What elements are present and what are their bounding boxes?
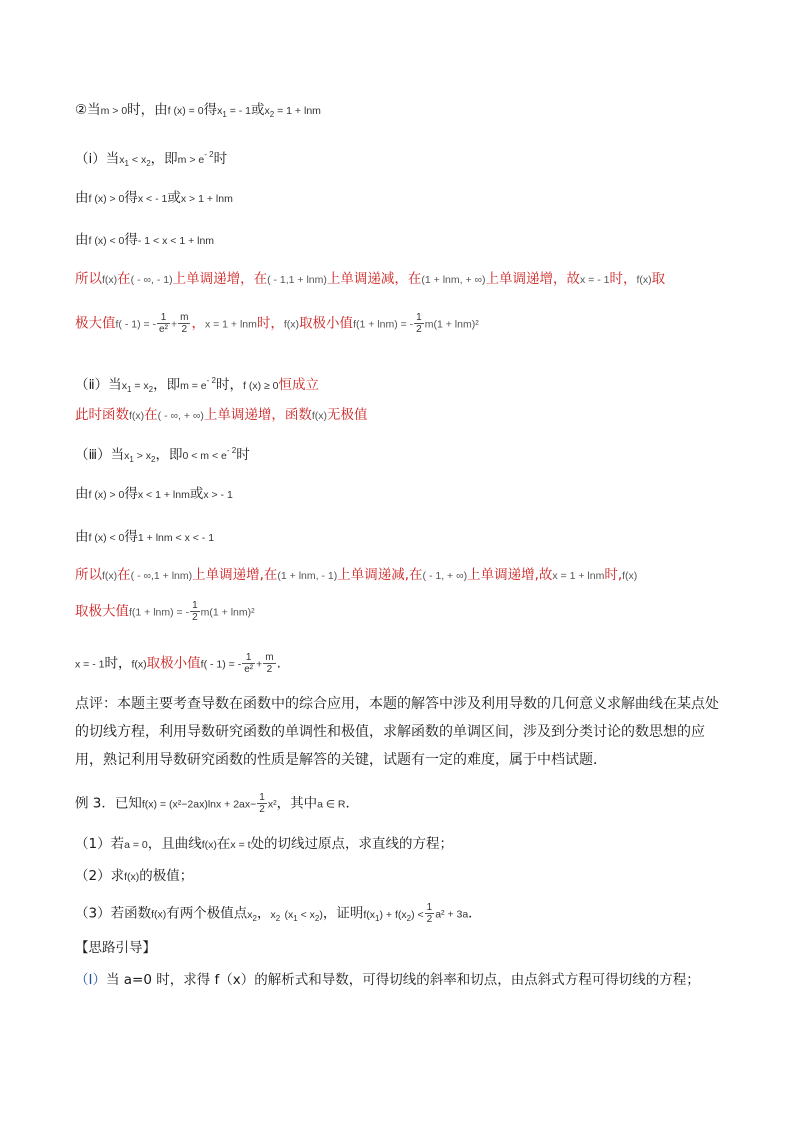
question-2: （2）求f(x)的极值； xyxy=(75,868,194,884)
monotonicity-conclusion-line-2: 所以f(x)在( - ∞,1 + lnm)上单调递增,在(1 + lnm, - 1)上单调递减,在( - 1, + ∞)上单调递增,故x = 1 + lnm时,f(x) xyxy=(75,567,638,583)
no-extreme-line: 此时函数f(x)在( - ∞, + ∞)上单调递增，函数f(x)无极值 xyxy=(75,407,368,423)
min-value-line: x = - 1时，f(x)取极小值f( - 1) = - $\frac{1}{\text{e²}}$ + $\frac{m}{2}$ . xyxy=(75,652,281,675)
case-2-line: ②当m > 0时，由f (x) = 0得$x_1$ = - 1或$x_2 = 1 + \ln m$ xyxy=(75,102,321,119)
question-3: （3）若函数f(x)有两个极值点$x_2$，$x_2$ $(x_1 < x_2)$，证明$f(x_1) + f(x_2)$ < $\frac{1}{2}$ a² + 3a． xyxy=(75,902,482,925)
fraction: $\frac{1}{2}$ xyxy=(416,312,422,335)
extreme-values-line: 极大值f( - 1) = - $\frac{1}{\text{e²}}$ + $\frac{m}{2}$ ，x = 1 + lnm时，f(x)取极小值f(1 + lnm) = - $\frac{1}{2}$ m(1 + lnm)² xyxy=(75,312,479,335)
fraction: $\frac{1}{\text{e²}}$ xyxy=(159,312,168,335)
derivative-positive-line-2: 由f (x) > 0得x < 1 + lnm或x > - 1 xyxy=(75,486,233,502)
subcase-ii-line: （ⅱ）当$x_1 = x_2$，即$m = e^{- 2}$时，f (x) ≥ 0恒成立 xyxy=(75,376,319,394)
fraction: $\frac{m}{2}$ xyxy=(265,652,274,675)
derivative-negative-line: 由f (x) < 0得- 1 < x < 1 + lnm xyxy=(75,232,215,248)
subcase-i-line: （ⅰ）当$x_1 < x_2$，即$m > e^{- 2}$时 xyxy=(75,150,228,168)
example-3-statement: 例 3．已知f(x) = (x²−2ax)lnx + 2ax− $\frac{1}{2}$ x²，其中a ∈ R． xyxy=(75,792,359,815)
monotonicity-conclusion-line: 所以f(x)在( - ∞, - 1)上单调递增，在( - 1,1 + lnm)上单调递减，在(1 + lnm, + ∞)上单调递增，故x = - 1时，f(x)取 xyxy=(75,271,666,287)
fraction: $\frac{1}{2}$ xyxy=(426,902,433,925)
idea-section-title: 【思路引导】 xyxy=(75,940,156,956)
fraction: $\frac{m}{2}$ xyxy=(180,312,189,335)
max-value-line: 取极大值f(1 + lnm) = - $\frac{1}{2}$ m(1 + lnm)² xyxy=(75,600,255,623)
question-1: （1）若a = 0，且曲线f(x)在x = t处的切线过原点，求直线的方程； xyxy=(75,836,454,852)
subcase-iii-line: （ⅲ）当$x_1 > x_2$，即$0 < m < e^{- 2}$时 xyxy=(75,446,250,464)
fraction: $\frac{1}{\text{e²}}$ xyxy=(244,652,254,675)
fraction: $\frac{1}{2}$ xyxy=(259,792,265,815)
fraction: $\frac{1}{2}$ xyxy=(192,600,198,623)
derivative-negative-line-2: 由f (x) < 0得1 + lnm < x < - 1 xyxy=(75,529,215,545)
derivative-positive-line: 由f (x) > 0得x < - 1或x > 1 + lnm xyxy=(75,190,233,206)
comment-paragraph: 点评：本题主要考查导数在函数中的综合应用，本题的解答中涉及利用导数的几何意义求解曲线在某点处的切线方程，利用导数研究函数的单调性和极值，求解函数的单调区间，涉及到分类讨论的数思想的应用，熟记利用导数研究函数的性质是解答的关键，试题有一定的难度，属于中档试题． xyxy=(75,696,719,768)
idea-part-1: （Ⅰ）当 a=0 时，求得 f（x）的解析式和导数，可得切线的斜率和切点，由点斜式方程可得切线的方程； xyxy=(75,972,700,988)
